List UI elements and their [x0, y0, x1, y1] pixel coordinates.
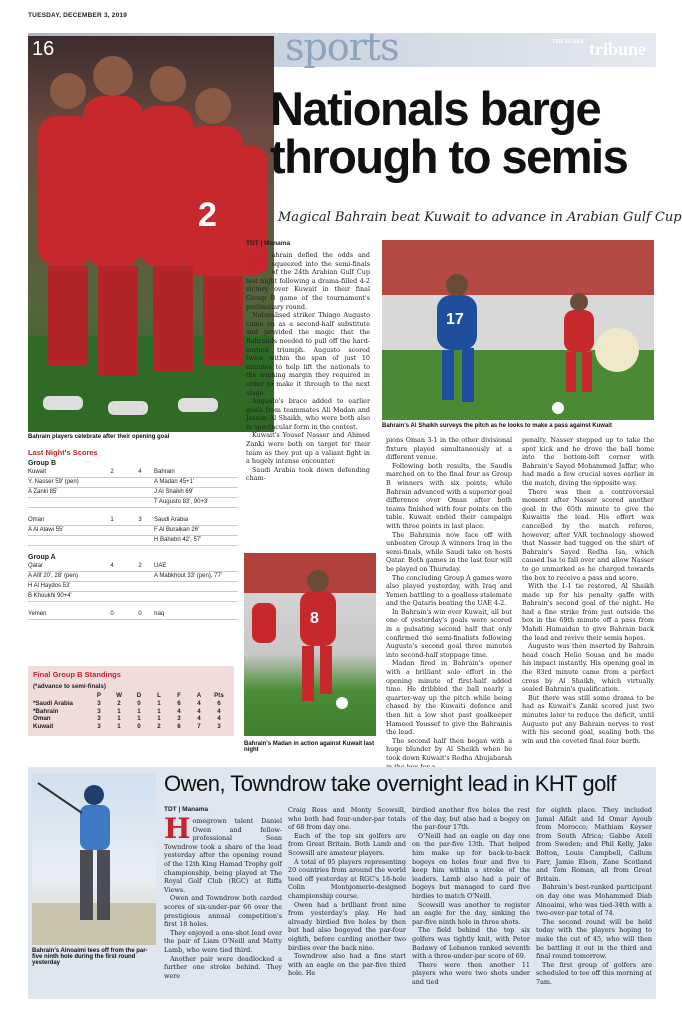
team-a: Kuwait [28, 469, 47, 475]
section-title: sports [285, 25, 399, 69]
main-column-2 [386, 436, 512, 771]
golf-col2-p1: Craig Ross and Monty Scowsill, who both had four-under-par totals of 68 from day one. [288, 806, 406, 832]
cell: *Bahrain [33, 707, 59, 715]
team-a: Oman [28, 517, 45, 523]
cell: 1 [137, 715, 141, 723]
scorer-a: B Khoukhi 90+4' [28, 593, 72, 599]
main-col1-p5: Saudi Arabia took down defending cham- [246, 465, 370, 483]
cell: 6 [217, 699, 221, 707]
score-row [28, 562, 238, 572]
score-a: 4 [110, 563, 114, 569]
cell: 1 [157, 699, 161, 707]
col-header: F [177, 692, 181, 699]
score-a: 1 [110, 517, 114, 523]
cell: 2 [157, 723, 161, 731]
team-b: Iraq [154, 611, 165, 617]
golf-col3-p4: The field behind the top six golfers was tightly knit, with Peter Badawy of Lebanon ranked seventh with a three-under-par score of 69. [412, 926, 530, 961]
cell: 3 [97, 707, 101, 715]
scorer-a: A Al Alawi 55' [28, 527, 64, 533]
cell: 1 [157, 715, 161, 723]
scorer-a: A Zanki 85' [28, 489, 58, 495]
scorer-row [28, 536, 238, 546]
team-a: Qatar [28, 563, 44, 569]
golf-column-3 [412, 806, 530, 986]
scorer-a: A Afif 20', 28' (pen) [28, 573, 78, 579]
cell: 0 [137, 699, 141, 707]
golfer-illustration [32, 773, 156, 945]
golf-col3-p2: O'Neill had an eagle on day one on the par-five 13th. That helped him make up for back-to-back bogeys on holes four and five to keep him within a stroke of the leaders. Lamb also had a pair of bogeys but managed to card five birdies to match O'Neill. [412, 831, 530, 900]
main-col3-p2: There was then a controversial moment after Nasser scored another goal in the 65th minute to give the Kuwaitis the lead. His effort was cancelled by the match referee, however, after VAR technology showed that Nasser had tugged on the shirt of Bahrain's Sayed Redha Isa, which caused Isa to fall over and allow Nasser to go unmarked as he charged towards the box to receive a pass and score. [522, 487, 654, 582]
madan-photo [244, 553, 376, 736]
golf-col3-p3: Scowsill was another to register an eagle for the day, sinking the par-five ninth hole in three shots. [412, 900, 530, 926]
main-headline: Nationals barge through to semis [270, 82, 628, 183]
scorer-row [28, 526, 238, 536]
celebration-illustration [28, 36, 274, 432]
standings-title: Final Group B Standings [33, 670, 121, 679]
hero-caption: Bahrain players celebrate after their opening goal [28, 434, 170, 440]
main-col2-p5: In Bahrain's win over Kuwait, all but one of yesterday's goals were scored in a pulsating second half that only confirmed the semi-finalists following Augusto's second goal three minutes into second-half stoppage time. [386, 607, 512, 659]
dropcap-b: B [246, 246, 270, 279]
main-col2-p6: Madan fired in Bahrain's opener with a brilliant solo effort in the opening minute of first-half added time. He dribbled the ball nearly a quarter-way up the pitch while being chased by the Kuwaiti defence and then hit a low shot past goalkeeper Hameed Youssef to give the Bahrainis the lead. [386, 659, 512, 737]
cell: 4 [217, 715, 221, 723]
golf-col2-p2: Each of the top six golfers are from Great Britain. Both Lamb and Scowsill are amateur players. [288, 831, 406, 857]
cell: 0 [137, 723, 141, 731]
scores-box [28, 448, 238, 620]
main-col1-p3: Augusto's brace added to earlier goals from teammates Ali Madan and Jassim Al Shaikh, who were both also in spectacular form in the contest. [246, 397, 370, 431]
score-b: 2 [138, 563, 142, 569]
cell: 4 [197, 707, 201, 715]
col-header: P [96, 692, 102, 699]
standings-note: (*advance to semi-finals) [33, 683, 106, 690]
golf-col4-p1: for eighth place. They included Jamal Alfalt and Id Omar Ayoub from Morocco; Mathiam Keyser from South Africa; Gabbe Axell from Sweden; and Phil Kelly, Jake Bolton, Louis Campbell, Callum Farr, Jamie Elson, Zane Scotland and Tom Roman, all from Great Britain. [536, 806, 652, 883]
cell: 6 [177, 699, 181, 707]
cell: 7 [197, 723, 201, 731]
scorer-a: H Al Haydos 53' [28, 583, 71, 589]
action-caption: Bahrain's Al Shaikh surveys the pitch as he looks to make a pass against Kuwait [382, 423, 612, 429]
main-deck: Magical Bahrain beat Kuwait to advance in Arabian Gulf Cup [278, 210, 682, 225]
page-number: 16 [32, 38, 55, 60]
main-column-3 [522, 436, 654, 745]
scorer-row [28, 488, 238, 498]
score-b: 4 [138, 469, 142, 475]
main-col1-p2: Naturalised striker Thiago Augusto came on as a second-half substitute and provided the magic that the Bahrainis needed to pull off the hard-earned triumph. Augusto scored twice within the span of just 10 minutes to help lift the nationals to the winning margin they required in order to make it through to the next stage. [246, 311, 370, 397]
cell: 4 [197, 715, 201, 723]
score-row [28, 468, 238, 478]
standings-row [33, 723, 229, 731]
main-col2-p1: pions Oman 3-1 in the other divisional fixture played simultaneously at a different venue. [386, 436, 512, 462]
standings-header [33, 692, 229, 700]
col-header: Pts [214, 692, 224, 699]
main-column-1 [246, 240, 370, 483]
col-header: L [157, 692, 161, 699]
cell: Oman [33, 715, 51, 723]
masthead-logo [552, 39, 646, 60]
golf-column-2 [288, 806, 406, 978]
score-b: 3 [138, 517, 142, 523]
scores-title: Last Night's Scores [28, 448, 98, 457]
golf-col2-p3: A total of 95 players representing 20 countries from around the world teed off yesterday at RGC's 18-hole Colin Montgomerie-designed championship course. [288, 857, 406, 900]
golf-photo [32, 773, 156, 945]
score-b: 0 [138, 611, 142, 617]
score-row [28, 610, 238, 620]
masthead-name: tribune [588, 39, 646, 59]
golf-col3-p5: There were then another 11 players who were two shots under and tied [412, 960, 530, 986]
cell: 6 [177, 723, 181, 731]
golf-col2-p4: Owen had a brilliant front nine from yesterday's play. He had already birdied five holes by then but had also bogeyed the par-four eighth, before carding another two birdies over the back nine. [288, 900, 406, 952]
cell: Kuwait [33, 723, 54, 731]
masthead-small: THE DAILY [551, 39, 585, 45]
byline-org: TDT [246, 240, 259, 247]
golf-col1-p4: Another pair were deadlocked a further one stroke behind. They were [164, 954, 282, 980]
group-b-label: Group B [28, 460, 56, 467]
byline-place: Manama [264, 240, 291, 247]
dateline: TUESDAY, DECEMBER 3, 2019 [28, 12, 128, 19]
cell: 4 [177, 707, 181, 715]
main-col3-p5: But there was still some drama to be had as Kuwait's Zanki scored just two minutes later to reduce the deficit, until Augusto put any Bahrain nerves to rest with his second goal, sealing both the win and the coveted final four berth. [522, 693, 654, 745]
main-col2-p4: The concluding Group A games were also played yesterday, with Iraq and Yemen battling to a goalless stalemate and the Qataris beating the UAE 4-2. [386, 573, 512, 608]
score-row [28, 516, 238, 526]
cell: *Saudi Arabia [33, 699, 74, 707]
cell: 1 [117, 707, 121, 715]
scorer-row [28, 498, 238, 508]
score-a: 2 [110, 469, 114, 475]
group-a-label: Group A [28, 554, 56, 561]
cell: 1 [137, 707, 141, 715]
col-header: A [196, 692, 202, 699]
golf-col4-p3: The second round will be held today with the players hoping to make the cut of 45, who will then be battling it out in the third and final round tomorrow. [536, 917, 652, 961]
cell: 3 [217, 723, 221, 731]
scorer-row [28, 478, 238, 488]
scorer-a: Y. Nasser 59' (pen) [28, 479, 79, 485]
golf-byline: TDT | Manama [164, 806, 209, 813]
main-col1-p4: Kuwait's Yousef Nasser and Ahmed Zanki were both on target for their team as they put up a valiant fight in a hugely intense encounter. [246, 431, 370, 466]
golf-column-1 [164, 806, 282, 980]
col-header [33, 692, 89, 700]
main-byline: TDT | Manama [246, 240, 291, 247]
golf-col3-p1: birdied another five holes the rest of the day, but also had a bogey on the par-four 17th. [412, 806, 530, 832]
scorer-b: J Al Shaikh 69' [154, 489, 194, 495]
scorer-row [28, 582, 238, 592]
scorer-b: F Al Buraikan 26' [154, 527, 200, 533]
golf-caption: Bahrain's Alnoaimi tees off from the par-five ninth hole during the first round yesterday [32, 948, 148, 966]
golf-headline: Owen, Towndrow take overnight lead in KHT golf [164, 771, 616, 796]
svg-text:17: 17 [446, 311, 464, 328]
cell: 4 [217, 707, 221, 715]
team-b: Bahrain [154, 469, 175, 475]
main-col2-p2: Following both results, the Saudis marched on to the final four as Group B winners with six points, while Bahrain advanced with a superior goal difference over Oman after both teams finished with four points on the table. Kuwait ended their campaign with three points in last place. [386, 461, 512, 530]
scorer-b: A Madan 45+1' [154, 479, 195, 485]
madan-caption: Bahrain's Madan in action against Kuwait last night [244, 741, 375, 753]
cell: 1 [117, 723, 121, 731]
standings-row [33, 700, 229, 708]
cell: 4 [197, 699, 201, 707]
main-col3-p4: Augusto was then inserted by Bahrain head coach Helio Sousa and he made his impact instantly. His opening goal in the 83rd minute came from a perfect cross by Al Shaikh, which virtually sealed Bahrain's qualification. [522, 642, 654, 694]
action-illustration [382, 240, 654, 420]
golf-col4-p2: Bahrain's best-ranked participant on day one was Mohammed Diab Alnoaimi, who was tied-34th with a two-over-par total of 74. [536, 883, 652, 918]
cell: 1 [117, 715, 121, 723]
madan-illustration [244, 553, 376, 736]
scorer-row [28, 572, 238, 582]
team-a: Yemen [28, 611, 47, 617]
main-col2-p7: The second half then began with a huge blunder by Al Shaikh when he took down Kuwait's Redha Abujabarah [386, 736, 512, 762]
cell: 1 [157, 707, 161, 715]
svg-text:2: 2 [198, 196, 217, 234]
golf-col1-p2: Owen and Towndrow both carded scores of six-under-par 66 over the prestigious annual competition's first 18 holes. [164, 894, 282, 929]
scorer-row [28, 592, 238, 602]
main-col1-p1: ahrain defied the odds and squeezed into the semi-finals of the 24th Arabian Gulf Cup last night following a drama-filled 4-2 victory over Kuwait in their final Group B game of the tournament's preliminary round. [246, 251, 370, 311]
hero-photo [28, 36, 274, 432]
golf-col1-p1: omegrown talent Daniel Owen and fellow-professional Sean Towndrow took a share of the lead yesterday after the opening round of the 12th King Hamad Trophy golf championship, being played at The Royal Golf Club (RGC) at Riffa Views. [164, 817, 282, 894]
dropcap-h: H [164, 812, 191, 845]
team-b: Saudi Arabia [154, 517, 189, 523]
main-col2-p3: The Bahrainis now face off with unbeaten Group A winners Iraq in the semi-finals, while Saudi take on hosts Qatar. Both games in the last four will be played on Thursday. [386, 530, 512, 573]
col-header: W [116, 692, 122, 699]
golf-column-4 [536, 806, 652, 986]
cell: 3 [97, 715, 101, 723]
cell: 3 [97, 723, 101, 731]
scorer-b: A Mabkhout 33' (pen), 77' [154, 573, 223, 579]
golf-col4-p4: The first group of golfers are scheduled to tee off this morning at 7am. [536, 960, 652, 986]
standings-box [28, 666, 234, 736]
standings-row [33, 708, 229, 716]
cell: 3 [177, 715, 181, 723]
action-photo [382, 240, 654, 420]
cell: 2 [117, 699, 121, 707]
scorer-b: T Augusto 83', 90+3' [154, 499, 209, 505]
byline-place: Manama [182, 806, 209, 813]
golf-col2-p5: Towndrow also had a fine start with an eagle on the par-five third hole. He [288, 952, 406, 978]
standings-row [33, 715, 229, 723]
scorer-b: H Bahebri 42', 57' [154, 537, 202, 543]
golf-col1-p3: They enjoyed a one-shot lead over the pair of Liam O'Neill and Matty Lamb, who were tied third. [164, 928, 282, 954]
col-header: D [136, 692, 142, 699]
team-b: UAE [154, 563, 167, 569]
main-col3-p1: penalty. Nasser stepped up to take the spot kick and he drove the ball home into the bottom-left corner with Bahrain's Sayed Mohammed Jaffar, who had made a few crucial saves earlier in the match, diving the opposite way. [522, 436, 654, 487]
svg-text:8: 8 [310, 610, 319, 627]
score-a: 0 [110, 611, 114, 617]
byline-org: TDT [164, 806, 177, 813]
main-col3-p3: With the 1-1 tie restored, Al Shaikh made up for his penalty gaffe with Bahrain's second goal of the night. He had a fine strike from just outside the box in the 69th minute off a pass from Mahdi Humaidan to give Bahrain back the lead and revive their semis hopes. [522, 582, 654, 642]
cell: 3 [97, 699, 101, 707]
